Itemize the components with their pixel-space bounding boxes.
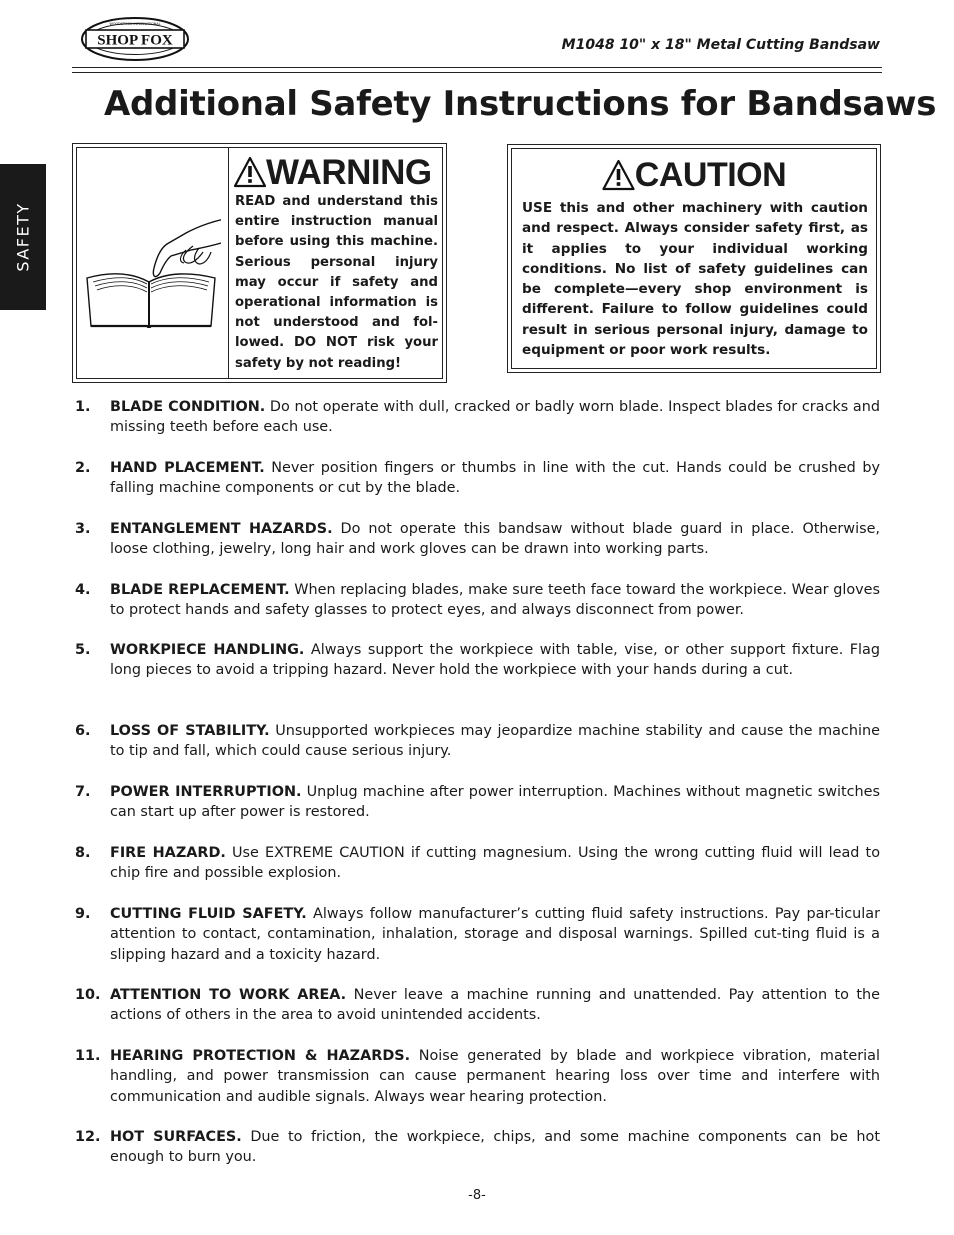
page-title: Additional Safety Instructions for Bandsaws bbox=[104, 84, 937, 124]
list-item: 8. FIRE HAZARD. Use EXTREME CAUTION if cutting magnesium. Using the wrong cutting fluid will lead to chip fire and possible explosion. bbox=[75, 845, 880, 882]
list-item: 2. HAND PLACEMENT. Never position fingers or thumbs in line with the cut. Hands could be crushed by falling machine components or cut by the blade. bbox=[75, 460, 881, 497]
list-item: 3. ENTANGLEMENT HAZARDS. Do not operate this bandsaw without blade guard in place. Otherwise, loose clothing, jewelry, long hair and work gloves can be drawn into working parts. bbox=[75, 521, 880, 558]
read-manual-icon bbox=[81, 178, 221, 328]
item-text: Noise generated by blade and workpiece vibration, material handling, and power transmission can cause permanent hearing loss over time and interfere with communication and audible signals. Always wear hearing protection. bbox=[110, 1048, 880, 1105]
warning-text: READ and understand this entire instruction manual before using this machine. Serious personal injury may occur if safety and operational information is not understood and fol-lowed. DO NOT risk your safety by not reading! bbox=[235, 194, 438, 371]
item-text: Never position fingers or thumbs in line with the cut. Hands could be crushed by falling machine components or cut by the blade. bbox=[110, 460, 881, 497]
item-title: BLADE CONDITION. bbox=[110, 399, 266, 415]
item-title: POWER INTERRUPTION. bbox=[110, 784, 302, 800]
item-title: BLADE REPLACEMENT. bbox=[110, 582, 290, 598]
list-item: 9. CUTTING FLUID SAFETY. Always follow manufacturer’s cutting fluid safety instructions. Pay par-ticular attention to contact, contamination, inhalation, storage and disposal warnings. Spilled cut-ting fluid is a slipping hazard and a toxicity hazard. bbox=[75, 906, 880, 963]
list-item: 7. POWER INTERRUPTION. Unplug machine after power interruption. Machines without magnetic switches can start up after power is restored. bbox=[75, 784, 881, 821]
svg-text:SHOP FOX: SHOP FOX bbox=[97, 32, 173, 49]
warning-box bbox=[72, 143, 447, 383]
warning-heading-text: WARNING bbox=[266, 152, 432, 192]
list-item: 10. ATTENTION TO WORK AREA. Never leave a machine running and unattended. Pay attention to the actions of others in the area to avoid unintended accidents. bbox=[75, 987, 880, 1024]
item-title: HEARING PROTECTION & HAZARDS. bbox=[110, 1048, 411, 1064]
list-item: 12. HOT SURFACES. Due to friction, the workpiece, chips, and some machine components can be hot enough to burn you. bbox=[75, 1129, 880, 1166]
list-item: 6. LOSS OF STABILITY. Unsupported workpieces may jeopardize machine stability and cause the machine to tip and fall, which could cause serious injury. bbox=[75, 723, 881, 760]
section-tab bbox=[0, 164, 46, 310]
item-text: Never leave a machine running and unattended. Pay attention to the actions of others in the area to avoid unintended accidents. bbox=[110, 987, 880, 1024]
divider bbox=[228, 148, 229, 378]
warning-heading bbox=[234, 152, 444, 192]
list-item: 11. HEARING PROTECTION & HAZARDS. Noise generated by blade and workpiece vibration, material handling, and power transmission can cause permanent hearing loss over time and interfere with communication and audible signals. Always wear hearing protection. bbox=[75, 1048, 880, 1105]
list-item: 4. BLADE REPLACEMENT. When replacing blades, make sure teeth face toward the workpiece. Wear gloves to protect hands and safety glasses to protect eyes, and always disconnect from power. bbox=[75, 582, 881, 619]
page-number: -8- bbox=[468, 1188, 486, 1203]
item-text: Always support the workpiece with table, vise, or other support fixture. Flag long pieces to avoid a tripping hazard. Never hold the workpiece with your hands during a cut. bbox=[110, 642, 880, 679]
warning-triangle-icon bbox=[234, 156, 266, 188]
item-text: Due to friction, the workpiece, chips, and some machine components can be hot enough to burn you. bbox=[110, 1129, 880, 1166]
warning-triangle-icon bbox=[602, 159, 635, 191]
item-title: WORKPIECE HANDLING. bbox=[110, 642, 305, 658]
document-title: M1048 10" x 18" Metal Cutting Bandsaw bbox=[561, 37, 880, 53]
item-text: Do not operate this bandsaw without blade guard in place. Otherwise, loose clothing, jewelry, long hair and work gloves can be drawn into working parts. bbox=[110, 521, 880, 558]
item-text: Unplug machine after power interruption. Machines without magnetic switches can start up after power is restored. bbox=[110, 784, 881, 821]
item-title: LOSS OF STABILITY. bbox=[110, 723, 270, 739]
item-title: HOT SURFACES. bbox=[110, 1129, 242, 1145]
header-rule bbox=[72, 67, 882, 68]
svg-text:WOODSTOCK INTERNATIONAL: WOODSTOCK INTERNATIONAL bbox=[109, 22, 161, 26]
caution-box bbox=[507, 144, 881, 373]
item-title: HAND PLACEMENT. bbox=[110, 460, 265, 476]
caution-text: USE this and other machinery with caution and respect. Always consider safety first, as it applies to your individual working conditions. No list of safety guidelines can be complete—every shop environment is different. Failure to follow guidelines could result in serious personal injury, damage to equipment or poor work results. bbox=[522, 200, 868, 359]
item-title: FIRE HAZARD. bbox=[110, 845, 226, 861]
shop-fox-logo bbox=[80, 16, 190, 62]
item-title: ATTENTION TO WORK AREA. bbox=[110, 987, 347, 1003]
item-text: Unsupported workpieces may jeopardize machine stability and cause the machine to tip and fall, which could cause serious injury. bbox=[110, 723, 881, 760]
list-item: 1. BLADE CONDITION. Do not operate with dull, cracked or badly worn blade. Inspect blades for cracks and missing teeth before each use. bbox=[75, 399, 880, 436]
item-text: Always follow manufacturer’s cutting fluid safety instructions. Pay par-ticular attention to contact, contamination, inhalation, storage and disposal warnings. Spilled cut-ting fluid is a slipping hazard and a toxicity hazard. bbox=[110, 906, 880, 963]
list-item: 5. WORKPIECE HANDLING. Always support the workpiece with table, vise, or other support fixture. Flag long pieces to avoid a tripping hazard. Never hold the workpiece with your hands during a cut. bbox=[75, 642, 880, 679]
caution-heading-text: CAUTION bbox=[634, 156, 787, 194]
item-title: CUTTING FLUID SAFETY. bbox=[110, 906, 307, 922]
item-text: When replacing blades, make sure teeth face toward the workpiece. Wear gloves to protect hands and safety glasses to protect eyes, and always disconnect from power. bbox=[110, 582, 881, 619]
item-title: ENTANGLEMENT HAZARDS. bbox=[110, 521, 333, 537]
caution-heading bbox=[512, 155, 876, 195]
item-text: Do not operate with dull, cracked or badly worn blade. Inspect blades for cracks and missing teeth before each use. bbox=[110, 399, 880, 436]
item-text: Use EXTREME CAUTION if cutting magnesium. Using the wrong cutting fluid will lead to chip fire and possible explosion. bbox=[110, 845, 880, 882]
header-rule bbox=[72, 72, 882, 73]
section-tab-label: SAFETY bbox=[13, 202, 33, 272]
